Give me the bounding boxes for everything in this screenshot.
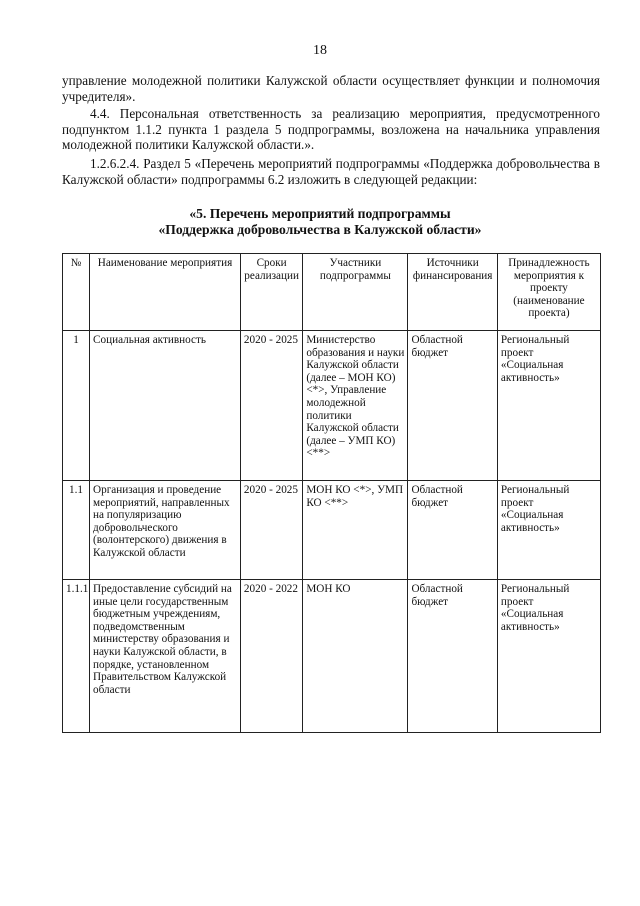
cell-num: 1	[63, 331, 90, 481]
header-participants: Участники подпрограммы	[303, 254, 408, 331]
cell-sources: Областной бюджет	[408, 580, 497, 733]
cell-num: 1.1.1	[63, 580, 90, 733]
header-sources: Источники финансирования	[408, 254, 497, 331]
cell-term: 2020 - 2025	[240, 481, 302, 580]
cell-project: Региональный проект «Социальная активность»	[497, 580, 600, 733]
measures-table	[62, 253, 601, 733]
table-row	[63, 481, 601, 580]
cell-project: Региональный проект «Социальная активность»	[497, 481, 600, 580]
cell-project: Региональный проект «Социальная активность»	[497, 331, 600, 481]
cell-num: 1.1	[63, 481, 90, 580]
section-title-line2: «Поддержка добровольчества в Калужской области»	[158, 222, 482, 237]
cell-participants: МОН КО	[303, 580, 408, 733]
cell-sources: Областной бюджет	[408, 331, 497, 481]
cell-name: Предоставление субсидий на иные цели государственным бюджетным учреждениям, подведомственным министерству образования и науки Калужской области, в порядке, установленном Правительством Калужской области	[90, 580, 241, 733]
section-title	[0, 206, 640, 238]
section-title-line1: «5. Перечень мероприятий подпрограммы	[189, 206, 451, 221]
cell-term: 2020 - 2022	[240, 580, 302, 733]
paragraph-founder-functions: управление молодежной политики Калужской области осуществляет функции и полномочия учредителя».	[62, 73, 600, 104]
cell-name: Социальная активность	[90, 331, 241, 481]
paragraph-section-amendment: 1.2.6.2.4. Раздел 5 «Перечень мероприятий подпрограммы «Поддержка добровольчества в Калужской области» подпрограммы 6.2 изложить в следующей редакции:	[62, 156, 600, 187]
table-row	[63, 580, 601, 733]
header-term: Сроки реализации	[240, 254, 302, 331]
table-header-row	[63, 254, 601, 331]
paragraph-responsibility: 4.4. Персональная ответственность за реализацию мероприятия, предусмотренного подпунктом 1.1.2 пункта 1 раздела 5 подпрограммы, возложена на начальника управления молодежной политики Калужской области.».	[62, 106, 600, 152]
header-num: №	[63, 254, 90, 331]
header-name: Наименование мероприятия	[90, 254, 241, 331]
table-row	[63, 331, 601, 481]
page-number: 18	[313, 43, 327, 58]
cell-term: 2020 - 2025	[240, 331, 302, 481]
cell-name: Организация и проведение мероприятий, направленных на популяризацию добровольческого (волонтерского) движения в Калужской области	[90, 481, 241, 580]
cell-participants: Министерство образования и науки Калужской области (далее – МОН КО) <*>, Управление молодежной политики Калужской области (далее – УМП КО) <**>	[303, 331, 408, 481]
cell-sources: Областной бюджет	[408, 481, 497, 580]
header-project: Принадлежность мероприятия к проекту (наименование проекта)	[497, 254, 600, 331]
cell-participants: МОН КО <*>, УМП КО <**>	[303, 481, 408, 580]
